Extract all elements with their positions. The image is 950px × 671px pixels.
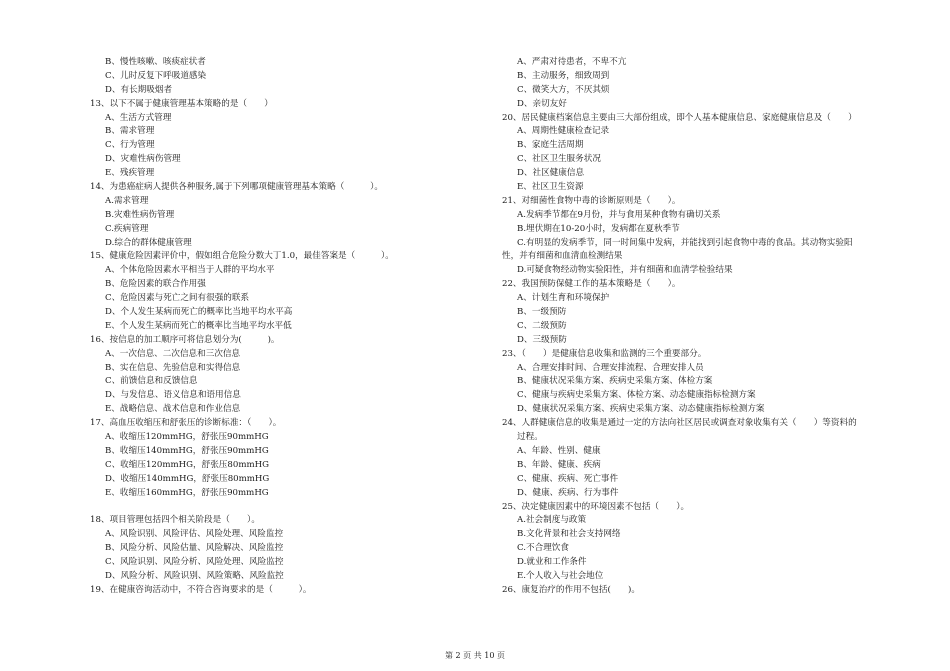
option-line: D、亲切友好 <box>517 98 567 109</box>
option-line: A、计划生育和环境保护 <box>517 293 610 304</box>
option-line: B、收缩压140mmHG，舒张压90mmHG <box>105 445 269 456</box>
option-line: C、健康与疾病史采集方案、体检方案、动态健康指标检测方案 <box>517 390 756 401</box>
option-line: D、社区健康信息 <box>517 168 585 179</box>
option-line: A、周期性健康检查记录 <box>517 126 610 137</box>
question-line: 18、项目管理包括四个相关阶段是（ ）。 <box>90 515 260 526</box>
option-line: B、家庭生活周期 <box>517 140 584 151</box>
option-line: E、社区卫生资源 <box>517 182 584 193</box>
option-line: A、一次信息、二次信息和三次信息 <box>105 348 241 359</box>
option-line: E、残疾管理 <box>105 168 155 179</box>
option-line: D、健康、疾病、行为事件 <box>517 487 619 498</box>
option-line: D、个人发生某病而死亡的概率比当地平均水平高 <box>105 307 293 318</box>
option-line: E、战略信息、战术信息和作业信息 <box>105 404 241 415</box>
question-line: 22、我国预防保健工作的基本策略是（ ）。 <box>502 279 681 290</box>
question-line: 13、以下不属于健康管理基本策略的是（ ） <box>90 98 273 109</box>
option-line: B、危险因素的联合作用强 <box>105 279 206 290</box>
left-column <box>90 56 480 598</box>
option-line: C、危险因素与死亡之间有很强的联系 <box>105 293 250 304</box>
option-line: B、一级预防 <box>517 307 567 318</box>
option-line: D.就业和工作条件 <box>517 557 587 568</box>
question-line: 26、康复治疗的作用不包括( )。 <box>502 584 640 595</box>
right-column <box>502 56 892 598</box>
option-line: A、个体危险因素水平相当于人群的平均水平 <box>105 265 275 276</box>
question-line: 24、人群健康信息的收集是通过一定的方法向社区居民或调查对象收集有关（ ）等资料的 <box>502 418 857 429</box>
option-line: A、生活方式管理 <box>105 112 172 123</box>
question-line: 性，并有细菌和血清血检测结果 <box>502 251 623 262</box>
option-line: D.综合的群体健康管理 <box>105 237 192 248</box>
option-line: B、慢性咳嗽、咳痰症状者 <box>105 57 206 67</box>
question-line: 14、为患癌症病人提供各种服务,属于下列哪项健康管理基本策略（ ）。 <box>90 182 383 193</box>
option-line: 过程。 <box>517 432 543 443</box>
option-line: A.需求管理 <box>105 195 149 206</box>
option-line: D、收缩压140mmHG，舒张压80mmHG <box>105 473 270 484</box>
option-line: C、前馈信息和反馈信息 <box>105 376 198 387</box>
question-line <box>90 501 480 515</box>
question-line: 25、决定健康因素中的环境因素不包括（ ）。 <box>502 501 690 512</box>
question-line: 21、对细菌性食物中毒的诊断原则是（ ）。 <box>502 195 681 206</box>
option-line: C、二级预防 <box>517 320 567 331</box>
question-line: 20、居民健康档案信息主要由三大部份组成，即个人基本健康信息、家庭健康信息及（ ） <box>502 112 857 123</box>
option-line: B.埋伏期在10-20小时，发病都在夏秋季节 <box>517 223 680 234</box>
question-line: 15、健康危险因素评价中，假如组合危险分数大丁1.0，最佳答案是（ ）。 <box>90 251 394 262</box>
question-line: 19、在健康咨询活动中，不符合咨询要求的是（ ）。 <box>90 584 312 595</box>
option-line: A、严肃对待患者，不卑不亢 <box>517 57 627 67</box>
option-line: C、行为管理 <box>105 140 155 151</box>
option-line: D.可疑食物经动物实验阳性，并有细菌和血清学检验结果 <box>517 265 733 276</box>
option-line: D、三级预防 <box>517 334 567 345</box>
option-line: D、有长期吸烟者 <box>105 84 173 95</box>
option-line: B、风险分析、风险估量、风险解决、风险监控 <box>105 543 284 554</box>
option-line: C.不合理饮食 <box>517 543 569 554</box>
option-line: B、实在信息、先验信息和实得信息 <box>105 362 241 373</box>
question-line: 23、（ ）是健康信息收集和监测的三个重要部分。 <box>502 348 707 359</box>
option-line: C、收缩压120mmHG，舒张压80mmHG <box>105 459 269 470</box>
option-line: C、微笑大方，不厌其烦 <box>517 84 610 95</box>
option-line: B、需求管理 <box>105 126 155 137</box>
option-line: A、风险识别、风险评估、风险处理、风险监控 <box>105 529 284 540</box>
option-line: B、健康状况采集方案、疾病史采集方案、体检方案 <box>517 376 713 387</box>
option-line: B、主动服务，细致周到 <box>517 70 610 81</box>
option-line: E、收缩压160mmHG，舒张压90mmHG <box>105 487 269 498</box>
page-footer: 第 2 页 共 10 页 <box>445 651 505 660</box>
option-line: C、儿时反复下呼吸道感染 <box>105 70 207 81</box>
option-line: C、健康、疾病、死亡事件 <box>517 473 619 484</box>
option-line: C、风险识别、风险分析、风险处理、风险监控 <box>105 557 284 568</box>
option-line: D、与发信息、语义信息和语用信息 <box>105 390 241 401</box>
option-line: A.社会制度与政策 <box>517 515 587 526</box>
option-line: E.个人收入与社会地位 <box>517 570 604 581</box>
option-line: C.疾病管理 <box>105 223 149 234</box>
option-line: A、年龄、性别、健康 <box>517 445 601 456</box>
option-line: D、风险分析、风险识别、风险策略、风险监控 <box>105 570 284 581</box>
option-line: D、灾难性病伤管理 <box>105 154 181 165</box>
option-line: A.发病季节都在9月份，并与食用某种食物有确切关系 <box>517 209 721 220</box>
option-line: E、个人发生某病而死亡的概率比当地平均水平低 <box>105 320 292 331</box>
question-line: 17、高血压收缩压和舒张压的诊断标准：（ ）。 <box>90 418 282 429</box>
option-line: D、健康状况采集方案、疾病史采集方案、动态健康指标检测方案 <box>517 404 765 415</box>
option-line: C、社区卫生服务状况 <box>517 154 601 165</box>
option-line: A、合理安排时间、合理安排流程、合理安排人员 <box>517 362 704 373</box>
option-line: A、收缩压120mmHG，舒张压90mmHG <box>105 432 269 443</box>
option-line: C.有明显的发病季节，同一时间集中发病，并能找到引起食物中毒的食品。其动物实验阳 <box>517 237 853 248</box>
question-line: 16、按信息的加工顺序可将信息划分为( )。 <box>90 334 280 345</box>
option-line: B.灾难性病伤管理 <box>105 209 175 220</box>
option-line: B.文化背景和社会支持网络 <box>517 529 621 540</box>
option-line: B、年龄、健康、疾病 <box>517 459 601 470</box>
